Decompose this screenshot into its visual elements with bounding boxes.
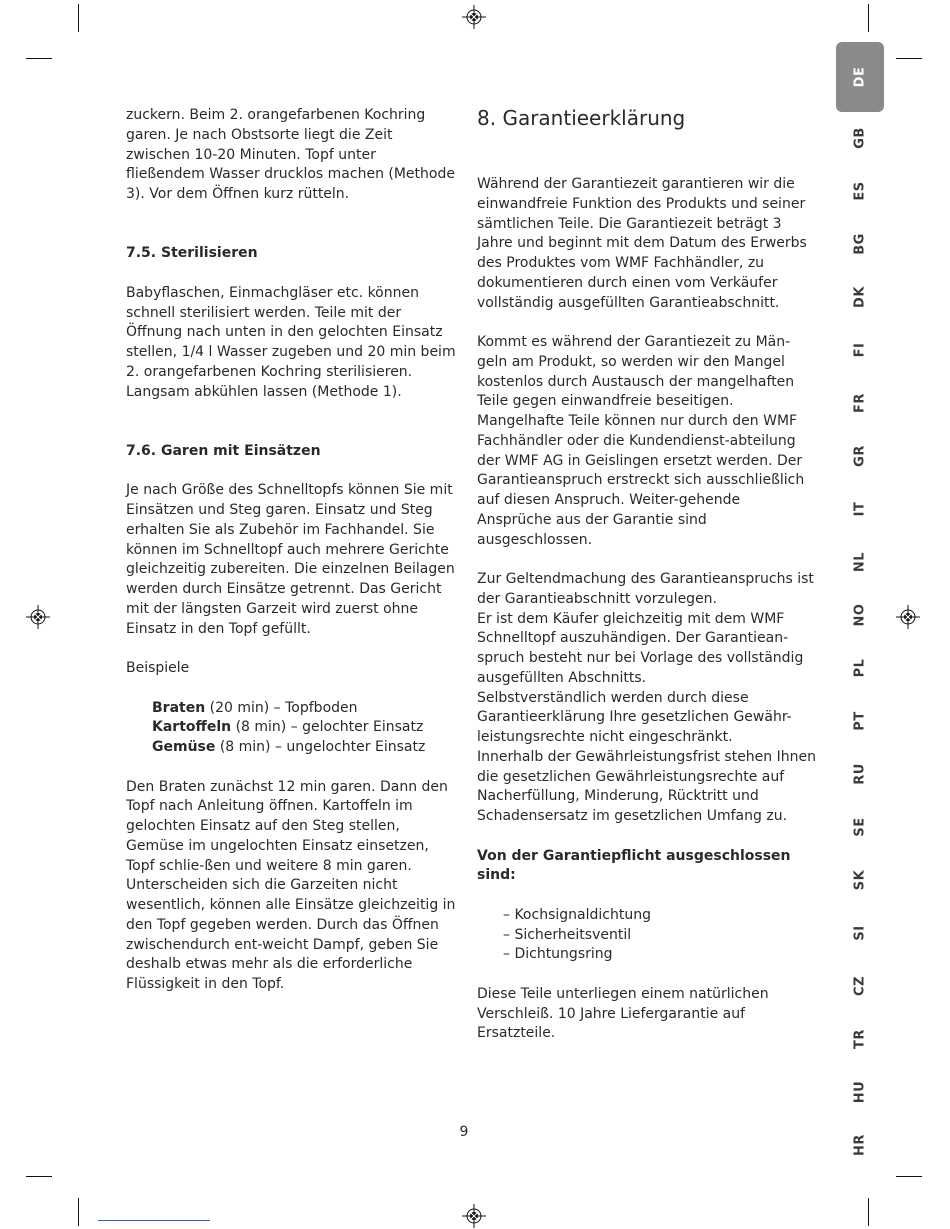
lang-tab-cz[interactable]: CZ bbox=[852, 976, 868, 996]
page-title: 8. Garantieerklärung bbox=[477, 106, 686, 130]
crop-mark bbox=[78, 1198, 79, 1226]
lang-tab-pl[interactable]: PL bbox=[852, 658, 868, 678]
intro-paragraph: zuckern. Beim 2. orangefarbenen Kochring garen. Je nach Obstsorte liegt die Zeit zwischen 10-20 Minuten. Topf unter fließendem Wasser drucklos machen (Methode 3). Vor dem Öffnen kurz rütteln. bbox=[126, 107, 455, 202]
crop-mark bbox=[26, 1176, 52, 1177]
crop-mark bbox=[868, 4, 869, 32]
guarantee-paragraph-7: Diese Teile unterliegen einem natürlichen Verschleiß. 10 Jahre Liefergarantie auf Ersatzteile. bbox=[477, 985, 769, 1042]
lang-tab-no[interactable]: NO bbox=[852, 603, 868, 627]
closing-paragraph: Den Braten zunächst 12 min garen. Dann den Topf nach Anleitung öffnen. Kartoffeln im gelochten Einsatz auf den Steg stellen, Gemüse im ungelochten Einsatz einsetzen, Topf schlie-ßen und weitere 8 min garen. Unterscheiden sich die Garzeiten nicht wesentlich, können alle Einsätze gleichzeitig in den Topf gegeben werden. Durch das Öffnen zwischendurch ent-weicht Dampf, geben Sie deshalb etwas mehr als die erforderliche Flüssigkeit in den Topf. bbox=[126, 778, 456, 992]
lang-tab-tr[interactable]: TR bbox=[852, 1029, 868, 1049]
crop-mark bbox=[868, 1198, 869, 1226]
registration-mark-icon bbox=[896, 605, 920, 629]
excluded-list bbox=[477, 906, 817, 965]
list-item: Gemüse (8 min) – ungelochter Einsatz bbox=[152, 739, 426, 755]
crop-mark bbox=[896, 58, 922, 59]
lang-tab-sk[interactable]: SK bbox=[852, 869, 868, 891]
lang-tab-dk[interactable]: DK bbox=[852, 286, 868, 308]
language-tabs bbox=[836, 42, 884, 1172]
sterilisieren-paragraph: Babyflaschen, Einmachgläser etc. können schnell sterilisiert werden. Teile mit der Öffnung nach unten in den gelochten Einsatz stellen, 1/4 l Wasser zugeben und 20 min beim 2. orangefarbenen Kochring sterilisieren. Langsam abkühlen lassen (Methode 1). bbox=[126, 284, 456, 400]
crop-mark bbox=[896, 1176, 922, 1177]
list-item: – Dichtungsring bbox=[503, 946, 613, 963]
list-item: Braten (20 min) – Topfboden bbox=[152, 699, 358, 716]
guarantee-paragraph-6: Innerhalb der Gewährleistungsfrist stehen Ihnen die gesetzlichen Gewährleistungsrechte auf Nacherfüllung, Minderung, Rücktritt und Schadensersatz im gesetzlichen Umfang zu. bbox=[477, 748, 816, 824]
lang-tab-nl[interactable]: NL bbox=[852, 551, 868, 573]
lang-tab-fr[interactable]: FR bbox=[852, 393, 868, 413]
right-column bbox=[477, 106, 817, 1044]
registration-mark-icon bbox=[462, 1204, 486, 1228]
lang-tab-pt[interactable]: PT bbox=[852, 711, 868, 731]
lang-tab-se[interactable]: SE bbox=[852, 817, 868, 837]
crop-mark bbox=[26, 58, 52, 59]
examples-label: Beispiele bbox=[126, 660, 190, 676]
lang-tab-es[interactable]: ES bbox=[852, 181, 868, 201]
registration-mark-icon bbox=[26, 605, 50, 629]
lang-tab-si[interactable]: SI bbox=[852, 925, 868, 941]
guarantee-paragraph-3: Zur Geltendmachung des Garantieanspruchs ist der Garantieabschnitt vorzulegen. bbox=[477, 571, 814, 607]
lang-tab-hr[interactable]: HR bbox=[852, 1134, 868, 1156]
examples-list bbox=[126, 699, 458, 758]
lang-tab-hu[interactable]: HU bbox=[852, 1080, 868, 1104]
lang-tab-it[interactable]: IT bbox=[852, 501, 868, 517]
list-item: – Kochsignaldichtung bbox=[503, 906, 651, 923]
lang-tab-ru[interactable]: RU bbox=[852, 763, 868, 785]
einsaetze-paragraph: Je nach Größe des Schnelltopfs können Sie mit Einsätzen und Steg garen. Einsatz und Steg erhalten Sie als Zubehör im Fachhandel. Sie können im Schnelltopf auch mehrere Gerichte gleichzeitig zubereiten. Die einzelnen Beilagen werden durch Einsätze getrennt. Das Gericht mit der längsten Garzeit wird zuerst ohne Einsatz in den Topf gefüllt. bbox=[126, 482, 455, 637]
guarantee-paragraph-1: Während der Garantiezeit garantieren wir die einwandfreie Funktion des Produkts und seiner sämtlichen Teile. Die Garantiezeit beträgt 3 Jahre und beginnt mit dem Datum des Erwerbs des Produktes vom WMF Fachhändler, zu dokumentieren durch einen vom Verkäufer vollständig ausgefüllten Garantieabschnitt. bbox=[477, 176, 807, 311]
bottom-link-underline bbox=[98, 1220, 210, 1221]
lang-tab-fi[interactable]: FI bbox=[852, 342, 868, 358]
lang-tab-bg[interactable]: BG bbox=[852, 233, 868, 255]
guarantee-paragraph-4: Er ist dem Käufer gleichzeitig mit dem WMF Schnelltopf auszuhändigen. Der Garantiean-spruch besteht nur bei Vorlage des vollständig ausgefüllten Abschnitts. bbox=[477, 610, 804, 686]
guarantee-paragraph-5: Selbstverständlich werden durch diese Garantieerklärung Ihre gesetzlichen Gewähr-leistungsrechte nicht eingeschränkt. bbox=[477, 689, 792, 745]
section-heading-sterilisieren: 7.5. Sterilisieren bbox=[126, 245, 258, 262]
lang-tab-gb[interactable]: GB bbox=[852, 127, 868, 149]
page-number: 9 bbox=[459, 1124, 469, 1140]
lang-tab-gr[interactable]: GR bbox=[852, 445, 868, 467]
guarantee-paragraph-2: Kommt es während der Garantiezeit zu Män-geln am Produkt, so werden wir den Mangel kostenlos durch Austausch der mangelhaften Teile gegen einwandfreie beseitigen. Mangelhafte Teile können nur durch den WMF Fachhändler oder die Kundendienst-abteilung der WMF AG in Geislingen ersetzt werden. Der Garantieanspruch erstreckt sich ausschließlich auf diesen Anspruch. Weiter-gehende Ansprüche aus der Garantie sind ausgeschlossen. bbox=[477, 334, 805, 548]
list-item: – Sicherheitsventil bbox=[503, 926, 632, 943]
crop-mark bbox=[78, 4, 79, 32]
lang-tab-de[interactable]: DE bbox=[836, 42, 884, 112]
list-item: Kartoffeln (8 min) – gelochter Einsatz bbox=[152, 719, 424, 736]
section-heading-garen-mit-einsaetzen: 7.6. Garen mit Einsätzen bbox=[126, 442, 321, 459]
excluded-heading: Von der Garantiepflicht ausgeschlossen sind: bbox=[477, 847, 791, 884]
left-column bbox=[126, 106, 458, 995]
registration-mark-icon bbox=[462, 5, 486, 29]
